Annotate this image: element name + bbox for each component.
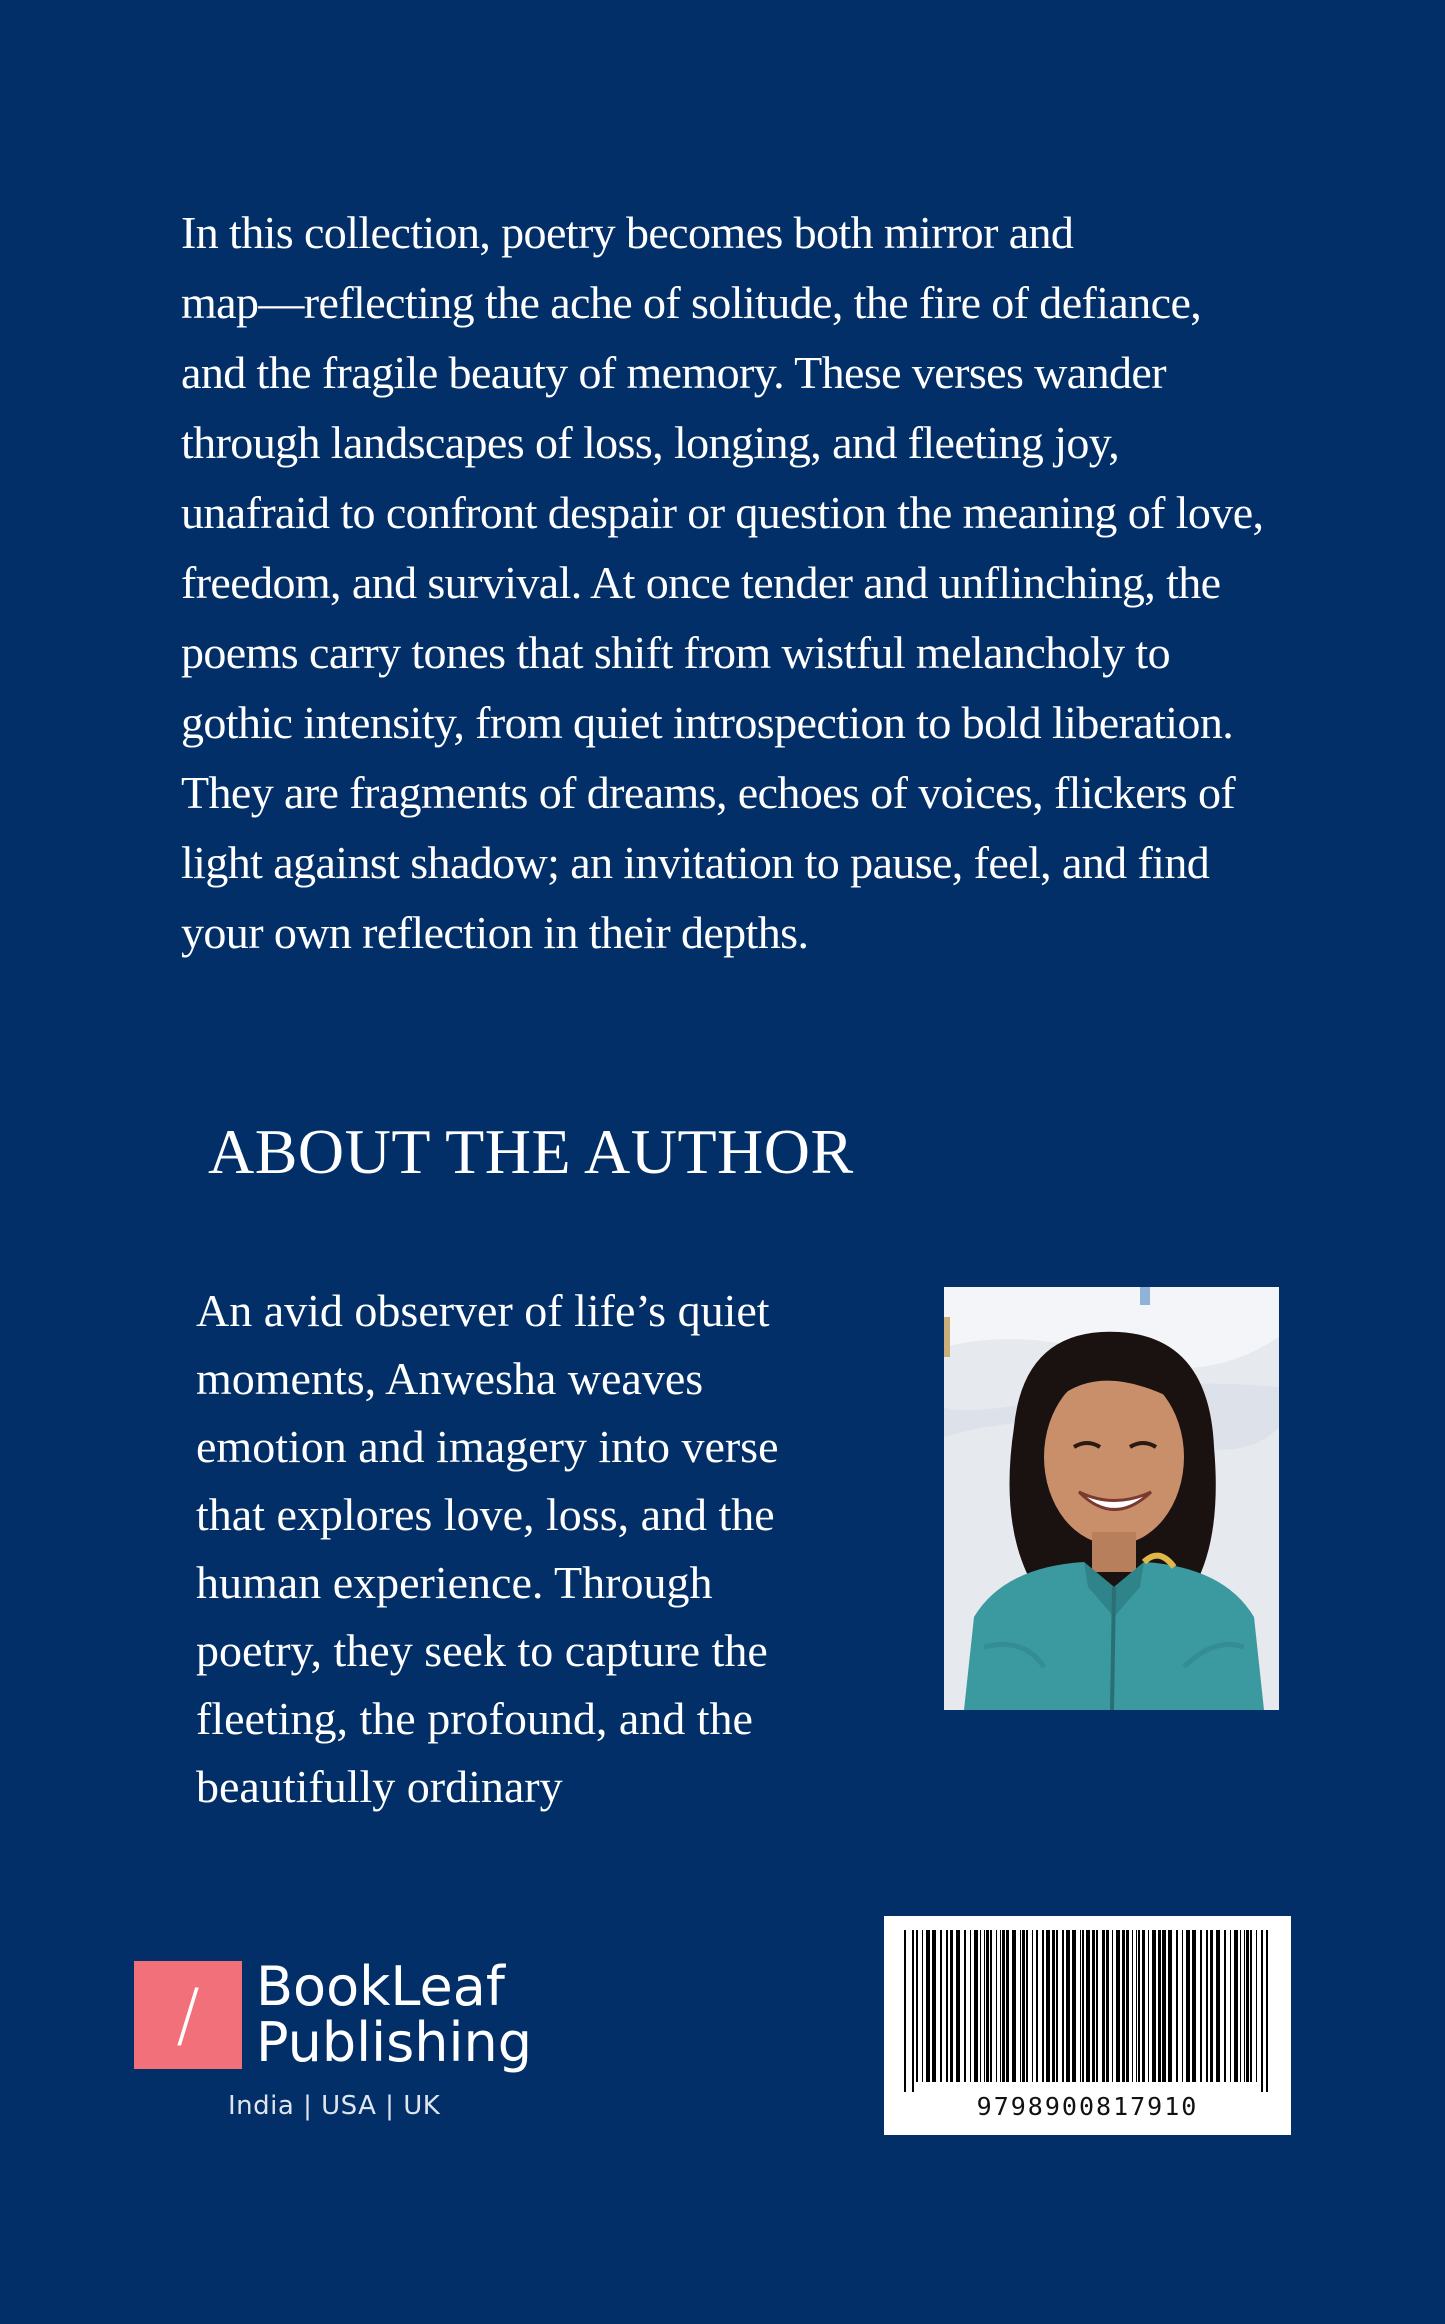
- barcode-bar: [1142, 1930, 1145, 2082]
- barcode-bar: [922, 1930, 923, 2082]
- barcode-bar: [1186, 1930, 1190, 2082]
- barcode-bar: [1122, 1930, 1125, 2082]
- barcode-bar: [1126, 1930, 1129, 2082]
- isbn-number: 9798900817910: [976, 2092, 1199, 2121]
- barcode-bar: [1168, 1930, 1172, 2082]
- barcode-bar: [926, 1930, 930, 2082]
- barcode-bar: [984, 1930, 985, 2082]
- author-bio: [196, 1277, 896, 1821]
- blurb-line: and the fragile beauty of memory. These verses wander: [181, 347, 1166, 398]
- barcode-bar: [1022, 1930, 1025, 2082]
- barcode-bar: [1230, 1930, 1231, 2082]
- barcode-bar: [1052, 1930, 1055, 2082]
- barcode-bar: [986, 1930, 989, 2082]
- barcode-bar: [1224, 1930, 1226, 2082]
- barcode-bar: [1096, 1930, 1098, 2082]
- barcode-bar: [1132, 1930, 1133, 2082]
- barcode-bar: [1240, 1930, 1241, 2082]
- blurb-line: In this collection, poetry becomes both mirror and: [181, 207, 1074, 258]
- barcode-bar: [1092, 1930, 1095, 2082]
- barcode-bar: [1006, 1930, 1009, 2082]
- barcode-bar: [970, 1930, 971, 2082]
- barcode-bar: [1000, 1930, 1001, 2082]
- barcode-bar: [1002, 1930, 1005, 2082]
- barcode-bar: [912, 1930, 914, 2092]
- barcode-bar: [946, 1930, 948, 2082]
- barcode-bar: [1158, 1930, 1161, 2082]
- barcode-bar: [1246, 1930, 1249, 2082]
- book-blurb: [181, 198, 1301, 968]
- barcode-bar: [1216, 1930, 1220, 2082]
- barcode-bar: [1020, 1930, 1021, 2082]
- barcode-bar: [1244, 1930, 1245, 2082]
- barcode-bar: [1162, 1930, 1166, 2082]
- barcode-bar: [932, 1930, 936, 2082]
- blurb-line: gothic intensity, from quiet introspection to bold liberation.: [181, 697, 1234, 748]
- barcode-bar: [1250, 1930, 1252, 2082]
- barcode-bar: [1152, 1930, 1156, 2082]
- author-photo: [944, 1287, 1279, 1710]
- barcode-bar: [1261, 1930, 1263, 2092]
- barcode-bar: [1266, 1930, 1268, 2092]
- barcode-bar: [1046, 1930, 1050, 2082]
- barcode-bar: [916, 1930, 918, 2082]
- blurb-line: your own reflection in their depths.: [181, 907, 809, 958]
- barcode-bar: [1080, 1930, 1081, 2082]
- barcode-bar: [1066, 1930, 1070, 2082]
- about-author-heading: ABOUT THE AUTHOR: [208, 1116, 854, 1187]
- bio-line: An avid observer of life’s quiet: [196, 1285, 770, 1336]
- barcode-bar: [956, 1930, 960, 2082]
- barcode-bar: [1206, 1930, 1208, 2082]
- barcode-bar: [974, 1930, 978, 2082]
- blurb-line: map—reflecting the ache of solitude, the fire of defiance,: [181, 277, 1202, 328]
- blurb-line: poems carry tones that shift from wistful melancholy to: [181, 627, 1170, 678]
- barcode-bar: [1138, 1930, 1140, 2082]
- barcode-bar: [1148, 1930, 1149, 2082]
- bio-line: poetry, they seek to capture the: [196, 1625, 768, 1676]
- barcode-bar: [1200, 1930, 1202, 2082]
- barcode-bar: [1026, 1930, 1028, 2082]
- barcode-bar: [940, 1930, 942, 2082]
- bio-line: emotion and imagery into verse: [196, 1421, 779, 1472]
- publisher-name-line1: BookLeaf: [256, 1955, 505, 2018]
- barcode-bar: [1192, 1930, 1196, 2082]
- barcode-bar: [1086, 1930, 1090, 2082]
- barcode-bar: [1234, 1930, 1238, 2082]
- barcode-bar: [1176, 1930, 1178, 2082]
- blurb-line: They are fragments of dreams, echoes of voices, flickers of: [181, 767, 1236, 818]
- bio-line: human experience. Through: [196, 1557, 713, 1608]
- barcode-bar: [1056, 1930, 1058, 2082]
- blurb-line: light against shadow; an invitation to pause, feel, and find: [181, 837, 1210, 888]
- isbn-barcode: [884, 1916, 1291, 2135]
- barcode-bar: [964, 1930, 966, 2082]
- barcode-bar: [1012, 1930, 1016, 2082]
- publisher-name-line2: Publishing: [256, 2011, 532, 2074]
- barcode-bar: [1042, 1930, 1044, 2082]
- barcode-bar: [996, 1930, 997, 2082]
- barcode-bar: [1032, 1930, 1033, 2082]
- barcode-bar: [1106, 1930, 1109, 2082]
- blurb-line: freedom, and survival. At once tender and unflinching, the: [181, 557, 1221, 608]
- barcode-bar: [1210, 1930, 1213, 2082]
- blurb-line: unafraid to confront despair or question the meaning of love,: [181, 487, 1264, 538]
- barcode-bar: [1116, 1930, 1120, 2082]
- bio-line: that explores love, loss, and the: [196, 1489, 775, 1540]
- bio-line: fleeting, the profound, and the: [196, 1693, 753, 1744]
- barcode-bar: [1082, 1930, 1084, 2082]
- barcode-bar: [1182, 1930, 1183, 2082]
- barcode-bar: [1036, 1930, 1038, 2082]
- barcode-bar: [1062, 1930, 1064, 2082]
- bio-line: moments, Anwesha weaves: [196, 1353, 704, 1404]
- barcode-bar: [904, 1930, 906, 2092]
- author-portrait-illustration: [944, 1287, 1279, 1710]
- barcode-bar: [1112, 1930, 1113, 2082]
- bio-line: beautifully ordinary: [196, 1761, 563, 1812]
- publisher-logo: [134, 1955, 554, 2131]
- barcode-bar: [1136, 1930, 1137, 2082]
- barcode-bar: [1102, 1930, 1105, 2082]
- barcode-bar: [990, 1930, 992, 2082]
- blurb-line: through landscapes of loss, longing, and fleeting joy,: [181, 417, 1120, 468]
- barcode-bar: [1256, 1930, 1257, 2082]
- barcode-bar: [980, 1930, 981, 2082]
- logo-slash-glyph: /: [176, 1974, 200, 2056]
- barcode-bar: [1072, 1930, 1076, 2082]
- barcode-bar: [950, 1930, 953, 2082]
- publisher-countries: India | USA | UK: [228, 2091, 441, 2121]
